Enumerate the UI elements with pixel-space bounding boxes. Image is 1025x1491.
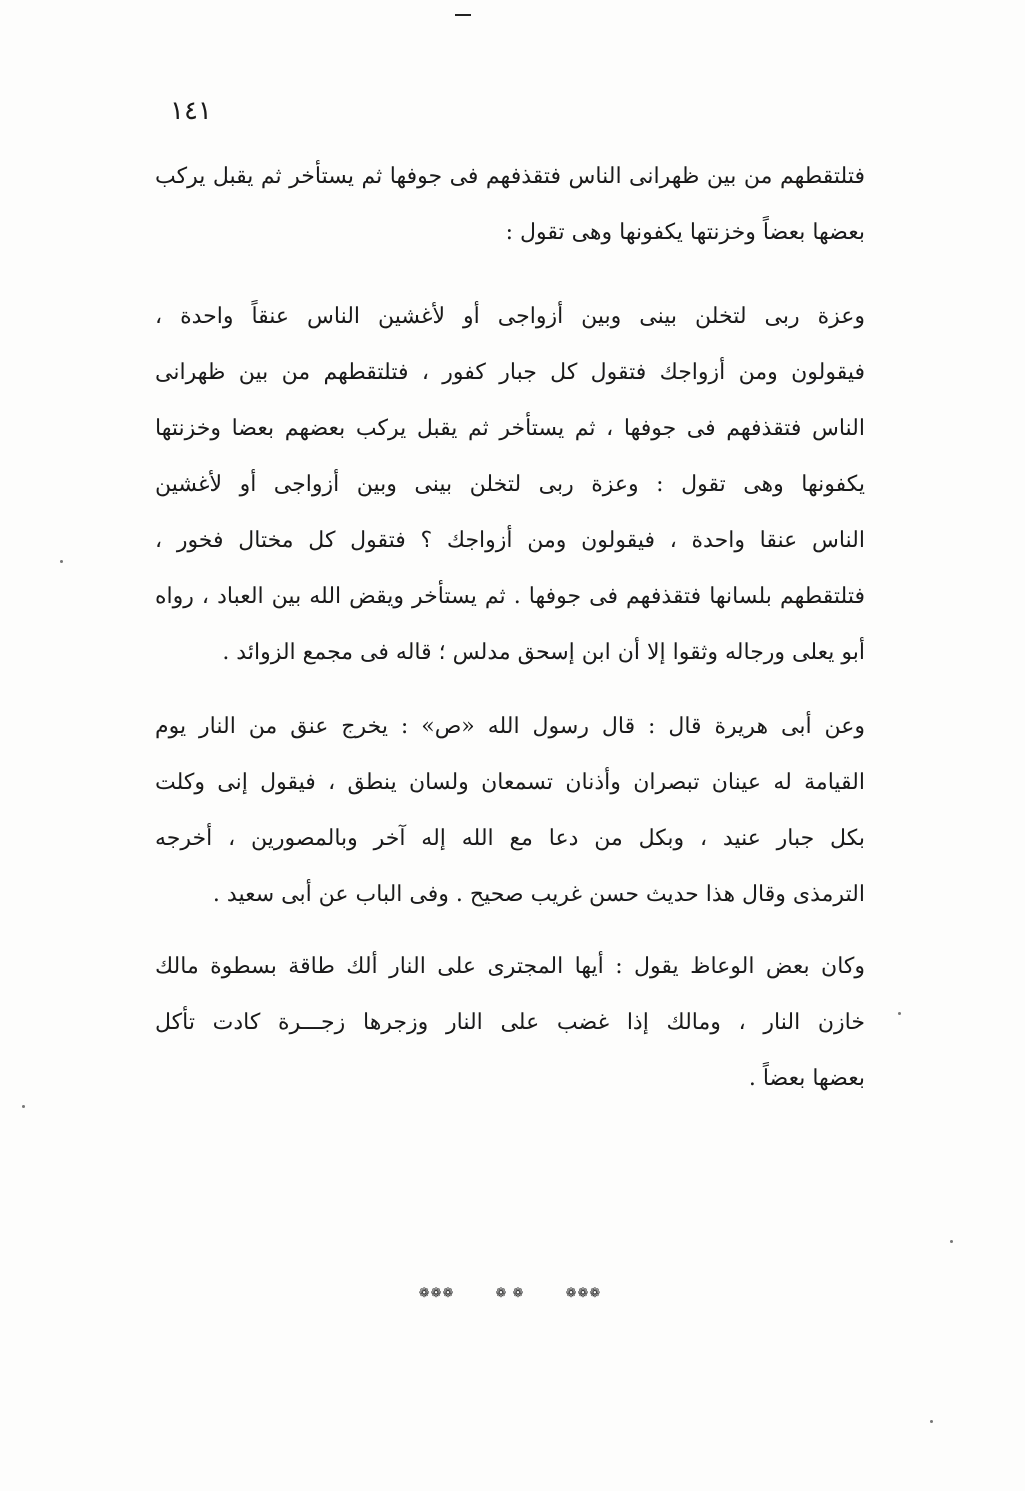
text-line: فتلتقطهم من بين ظهرانى الناس فتقذفهم فى جوفها ثم يستأخر ثم يقبل يركب <box>155 164 865 189</box>
top-ink-mark <box>455 14 471 16</box>
text-line: بكل جبار عنيد ، وبكل من دعا مع الله إله آخر وبالمصورين ، أخرجه <box>155 826 865 851</box>
text-line: وعزة ربى لتخلن بينى وبين أزواجى أو لأغشين الناس عنقاً واحدة ، <box>155 304 865 329</box>
ornament-group: ❁ ❁ <box>495 1286 525 1301</box>
paragraph-1 <box>155 160 865 272</box>
text-line: الترمذى وقال هذا حديث حسن غريب صحيح . وفى الباب عن أبى سعيد . <box>212 882 865 907</box>
paragraph-2 <box>155 300 865 692</box>
text-line: وعن أبى هريرة قال : قال رسول الله «ص» : يخرج عنق من النار يوم <box>155 714 865 739</box>
scan-speck <box>60 560 63 563</box>
scan-speck <box>22 1105 25 1108</box>
text-line: الناس فتقذفهم فى جوفها ، ثم يستأخر ثم يقبل يركب بعضهم بعضا وخزنتها <box>155 416 865 441</box>
text-line: بعضها بعضاً . <box>748 1066 865 1091</box>
text-line: خازن النار ، ومالك إذا غضب على النار وزجرها زجـــرة كادت تأكل <box>155 1010 865 1035</box>
page-number: ١٤١ <box>170 96 212 126</box>
scan-speck <box>898 1012 901 1015</box>
ornament-group: ❁❁❁ <box>418 1286 455 1301</box>
text-line: يكفونها وهى تقول : وعزة ربى لتخلن بينى وبين أزواجى أو لأغشين <box>155 472 865 497</box>
scan-speck <box>950 1240 953 1243</box>
paragraph-3 <box>155 710 865 934</box>
text-line: وكان بعض الوعاظ يقول : أيها المجترى على النار ألك طاقة بسطوة مالك <box>155 954 865 979</box>
text-line: فيقولون ومن أزواجك فتقول كل جبار كفور ، فتلتقطهم من بين ظهرانى <box>155 360 865 385</box>
ornament-separator <box>390 1286 630 1301</box>
text-line: بعضها بعضاً وخزنتها يكفونها وهى تقول : <box>505 220 865 245</box>
text-line: أبو يعلى ورجاله وثقوا إلا أن ابن إسحق مدلس ؛ قاله فى مجمع الزوائد . <box>222 640 865 665</box>
scan-speck <box>930 1420 933 1423</box>
text-line: فتلتقطهم بلسانها فتقذفهم فى جوفها . ثم يستأخر ويقض الله بين العباد ، رواه <box>155 584 865 609</box>
text-line: القيامة له عينان تبصران وأذنان تسمعان ولسان ينطق ، فيقول إنى وكلت <box>155 770 865 795</box>
text-line: الناس عنقا واحدة ، فيقولون ومن أزواجك ؟ فتقول كل مختال فخور ، <box>155 528 865 553</box>
paragraph-4 <box>155 950 865 1118</box>
ornament-group: ❁❁❁ <box>565 1286 602 1301</box>
